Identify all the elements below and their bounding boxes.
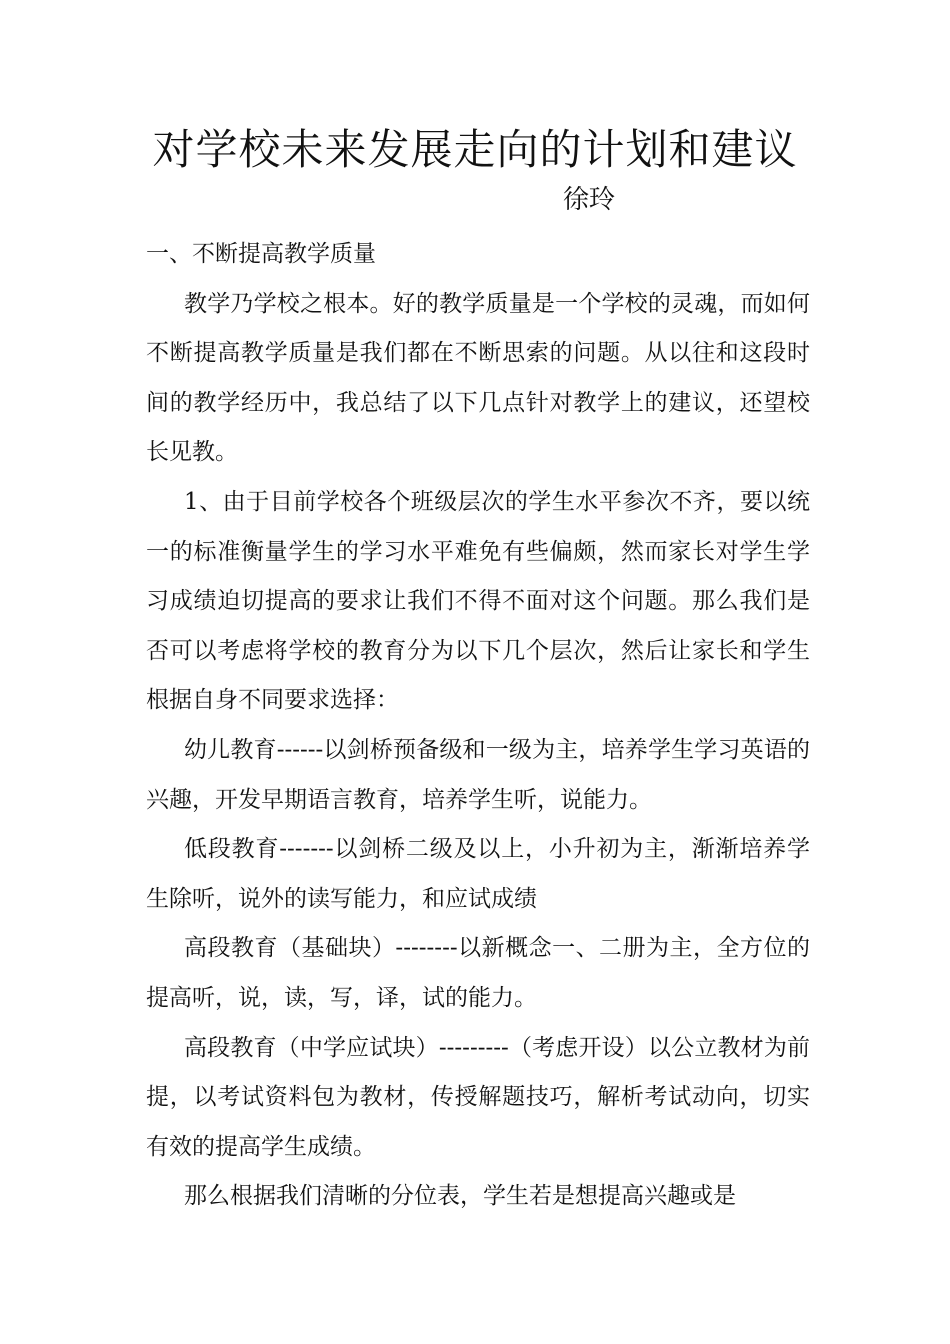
document-title: 对学校未来发展走向的计划和建议 [152,125,798,174]
section-heading: 一、不断提高教学质量 [146,241,376,267]
document-body [146,230,810,1222]
paragraph-upper-level-exam: 高段教育（中学应试块）---------（考虑开设）以公立教材为前提，以考试资料包为教材，传授解题技巧，解析考试动向，切实有效的提高学生成绩。 [146,1034,810,1160]
author-name: 徐玲 [563,185,616,215]
paragraph-lower-level-education: 低段教育-------以剑桥二级及以上，小升初为主，渐渐培养学生除听，说外的读写能力，和应试成绩 [146,836,810,912]
paragraph-conclusion: 那么根据我们清晰的分位表，学生若是想提高兴趣或是 [184,1183,736,1210]
paragraph-point-1: 1、由于目前学校各个班级层次的学生水平参次不齐，要以统一的标准衡量学生的学习水平难免有些偏颇，然而家长对学生学习成绩迫切提高的要求让我们不得不面对这个问题。那么我们是否可以考虑将学校的教育分为以下几个层次，然后让家长和学生根据自身不同要求选择： [146,488,810,714]
paragraph-preschool-education: 幼儿教育------以剑桥预备级和一级为主，培养学生学习英语的兴趣，开发早期语言教育，培养学生听，说能力。 [146,736,810,813]
paragraph-upper-level-basic: 高段教育（基础块）--------以新概念一、二册为主，全方位的提高听，说，读，写，译，试的能力。 [146,935,810,1011]
paragraph-intro: 教学乃学校之根本。好的教学质量是一个学校的灵魂，而如何不断提高教学质量是我们都在不断思索的问题。从以往和这段时间的教学经历中，我总结了以下几点针对教学上的建议，还望校长见教。 [146,290,810,466]
